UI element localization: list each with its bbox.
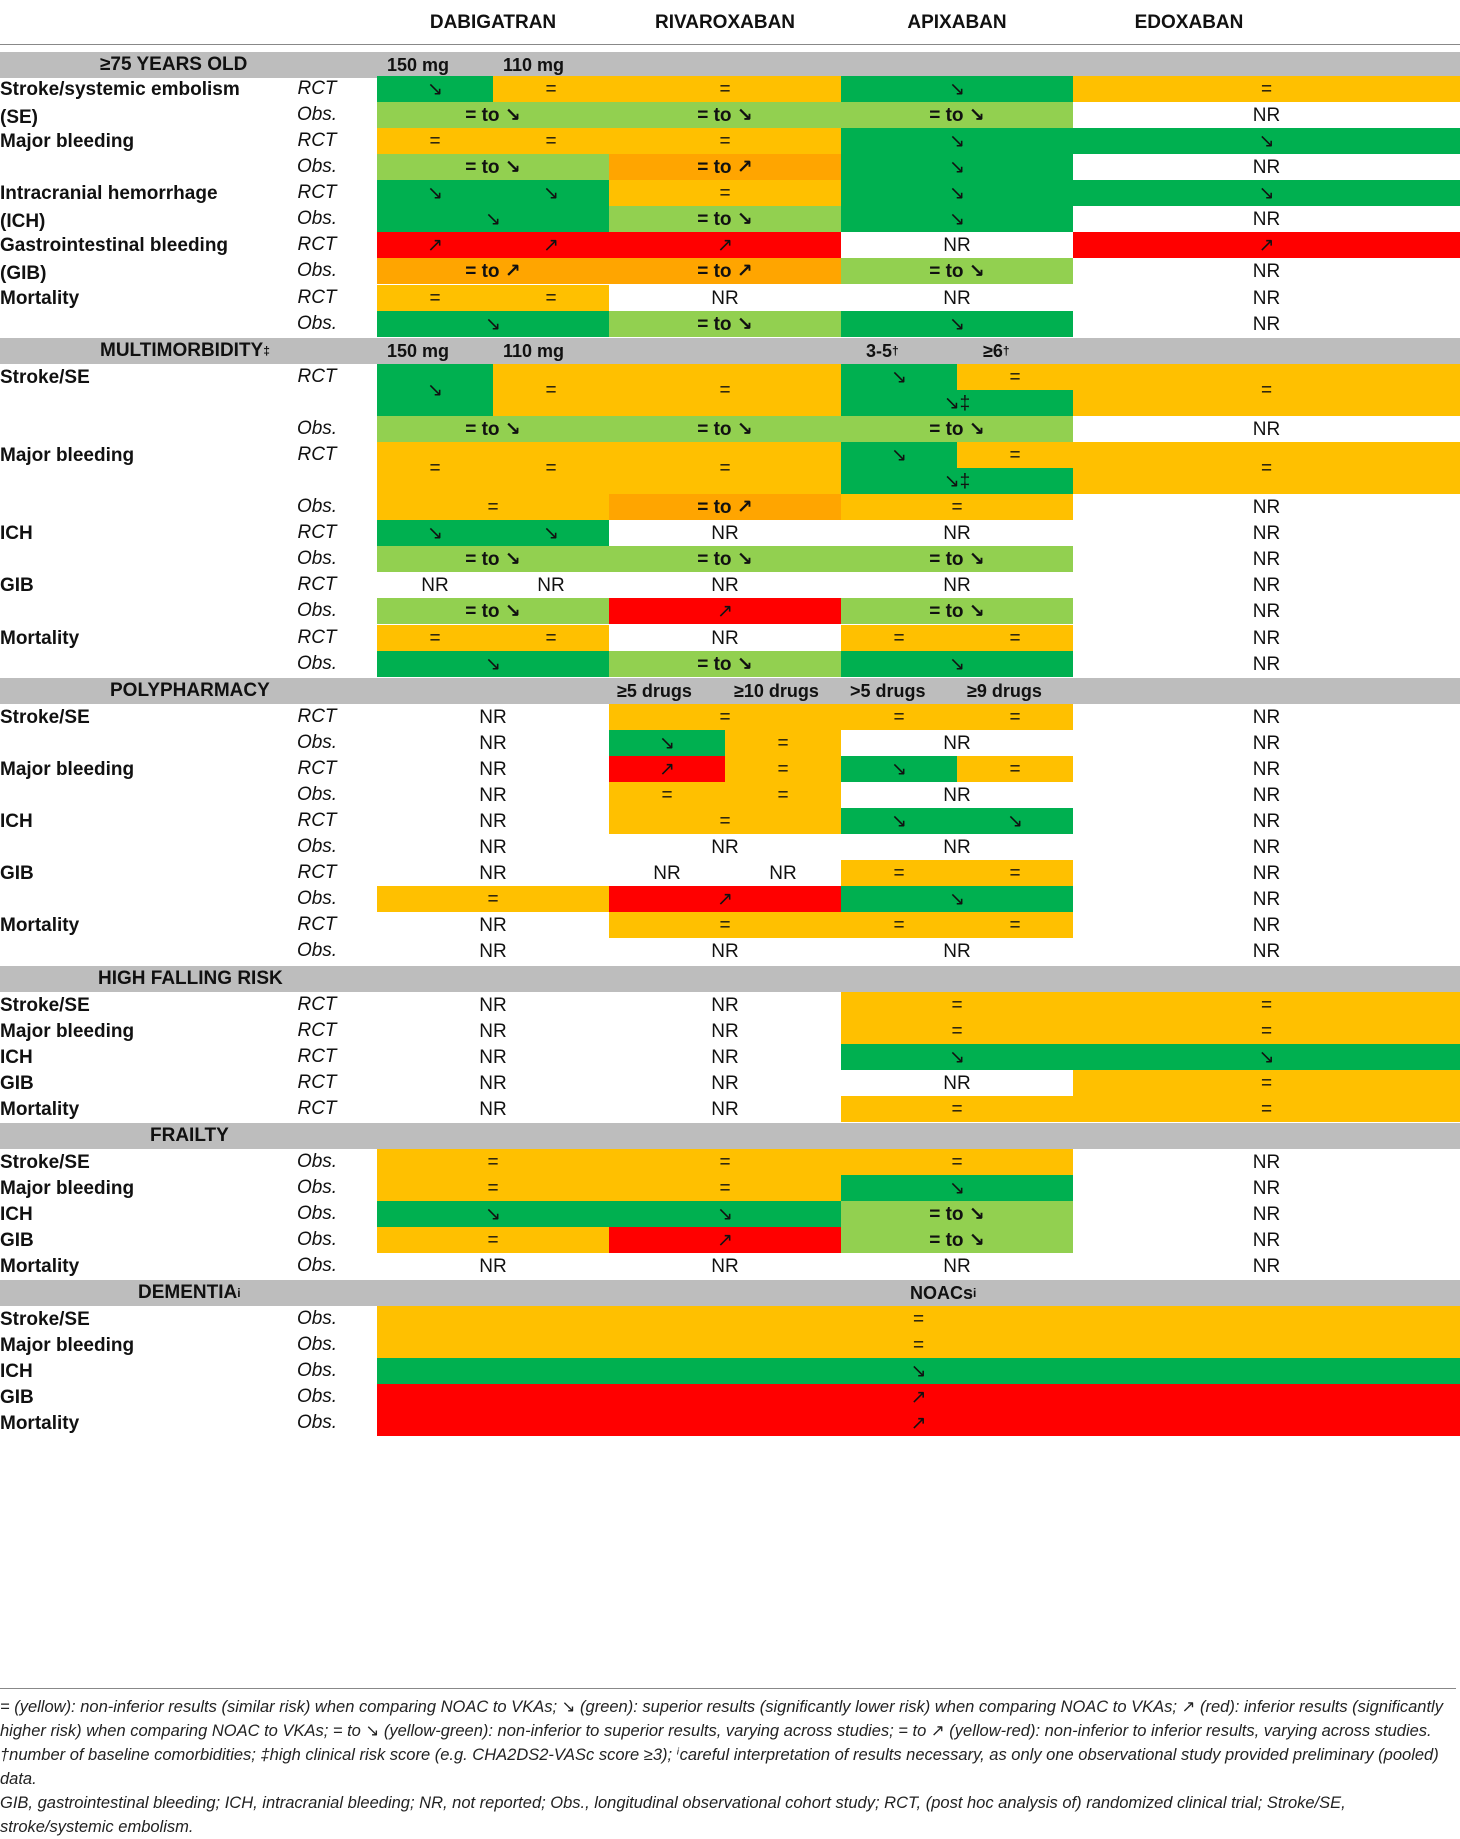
result-cell: = to ↘ <box>609 102 841 128</box>
result-cell: ↗ <box>1073 232 1460 258</box>
result-cell: = <box>609 1149 841 1175</box>
result-cell: = <box>1073 1096 1460 1122</box>
result-cell: NR <box>1252 548 1281 570</box>
result-cell: = <box>841 704 957 730</box>
result-cell: = <box>493 625 609 651</box>
result-cell: ↘ <box>841 1044 1073 1070</box>
column-header-edoxaban: EDOXABAN <box>1134 12 1244 33</box>
subgroup-header: 150 mg <box>387 340 450 361</box>
result-cell: NR <box>1252 758 1281 780</box>
result-cell: = <box>609 180 841 206</box>
study-type-label: Obs. <box>296 418 338 439</box>
result-cell: ↘ <box>841 206 1073 232</box>
result-cell: = <box>841 1096 1073 1122</box>
outcome-label: Stroke/SE <box>0 367 90 388</box>
outcome-label: Mortality <box>0 915 80 936</box>
outcome-label: Stroke/SE <box>0 995 90 1016</box>
result-cell: = to ↗ <box>377 258 609 284</box>
result-cell: = <box>609 782 725 808</box>
study-type-label: Obs. <box>296 104 338 125</box>
merged-header-mark: i <box>973 1286 977 1300</box>
result-cell: NR <box>1252 1229 1281 1251</box>
result-cell: ↗ <box>609 886 841 912</box>
result-cell: ↘ <box>841 180 1073 206</box>
study-type-label: Obs. <box>296 1308 338 1329</box>
result-cell: = <box>841 912 957 938</box>
outcome-label: GIB <box>0 1230 34 1251</box>
result-cell: ↘ <box>841 756 957 782</box>
result-cell: = <box>957 756 1073 782</box>
subgroup-header: >5 drugs <box>850 680 926 701</box>
result-cell: NR <box>1252 260 1281 282</box>
result-cell: = <box>377 442 493 494</box>
study-type-label: Obs. <box>296 888 338 909</box>
result-cell: = <box>957 625 1073 651</box>
study-type-label: Obs. <box>296 1177 338 1198</box>
study-type-label: RCT <box>297 810 337 831</box>
header-rule <box>0 44 1460 45</box>
result-cell: ↘ <box>957 808 1073 834</box>
result-cell: = <box>377 285 493 311</box>
result-cell: = <box>1073 992 1460 1018</box>
result-cell: NR <box>479 1046 507 1068</box>
result-cell: NR <box>1252 784 1281 806</box>
result-cell: NR <box>769 862 797 884</box>
study-type-label: RCT <box>297 234 337 255</box>
result-cell: = <box>609 128 841 154</box>
result-cell: = to ↘ <box>377 598 609 624</box>
result-cell: NR <box>943 1255 971 1277</box>
result-cell: = <box>1073 1070 1460 1096</box>
result-cell: NR <box>1252 914 1281 936</box>
result-cell: = <box>841 992 1073 1018</box>
outcome-label: Stroke/SE <box>0 707 90 728</box>
result-cell: = to ↘ <box>609 311 841 337</box>
result-cell: NR <box>479 732 507 754</box>
result-cell: = to ↘ <box>841 102 1073 128</box>
section-title: MULTIMORBIDITY ‡ <box>100 340 270 361</box>
outcome-label: GIB <box>0 863 34 884</box>
result-cell: = <box>841 1149 1073 1175</box>
result-cell: NR <box>943 732 971 754</box>
result-cell: NR <box>1252 653 1281 675</box>
result-cell: ↘ <box>841 76 1073 102</box>
result-cell: NR <box>711 940 739 962</box>
outcome-label: GIB <box>0 575 34 596</box>
result-cell: NR <box>1252 208 1281 230</box>
section-title: POLYPHARMACY <box>110 680 270 701</box>
result-cell: = <box>609 704 841 730</box>
study-type-label: Obs. <box>296 1360 338 1381</box>
outcome-label: Mortality <box>0 1256 80 1277</box>
column-header-apixaban: APIXABAN <box>907 12 1007 33</box>
outcome-label: ICH <box>0 1361 33 1382</box>
result-cell: ↘ <box>377 364 493 416</box>
study-type-label: Obs. <box>296 496 338 517</box>
study-type-label: RCT <box>297 1046 337 1067</box>
result-cell: NR <box>943 574 971 596</box>
result-cell: ↘ <box>377 206 609 232</box>
result-cell: NR <box>479 1072 507 1094</box>
study-type-label: Obs. <box>296 1412 338 1433</box>
column-header-dabigatran: DABIGATRAN <box>429 12 557 33</box>
outcome-label: ICH <box>0 1047 33 1068</box>
study-type-label: RCT <box>297 758 337 779</box>
result-cell: ↘ <box>841 886 1073 912</box>
result-cell: NR <box>1252 836 1281 858</box>
result-cell: NR <box>421 574 449 596</box>
result-cell: = <box>725 730 841 756</box>
result-cell: ↘‡ <box>841 390 1073 416</box>
study-type-label: Obs. <box>296 653 338 674</box>
study-type-label: RCT <box>297 574 337 595</box>
study-type-label: Obs. <box>296 260 338 281</box>
result-cell: = to ↘ <box>609 206 841 232</box>
subgroup-header: ≥9 drugs <box>967 680 1042 701</box>
result-cell: NR <box>653 862 681 884</box>
result-cell: = <box>493 364 609 416</box>
result-cell: ↗ <box>609 598 841 624</box>
footnote-abbreviations: GIB, gastrointestinal bleeding; ICH, intracranial bleeding; NR, not reported; Obs., longitudinal observational cohort study; RCT, (post hoc analysis of) randomized clinical trial; Stroke/SE, stroke/systemic embolism. <box>0 1794 1346 1836</box>
result-cell: NR <box>1252 313 1281 335</box>
result-cell: ↘‡ <box>841 468 1073 494</box>
subgroup-mark: † <box>1002 344 1010 358</box>
result-cell: ↗ <box>609 756 725 782</box>
result-cell: = <box>493 285 609 311</box>
result-cell: ↘ <box>493 520 609 546</box>
result-cell: ↘ <box>841 154 1073 180</box>
result-cell: = <box>841 494 1073 520</box>
result-cell: = to ↘ <box>841 258 1073 284</box>
study-type-label: Obs. <box>296 940 338 961</box>
subgroup-header: 3-5 † <box>866 340 899 361</box>
result-cell: NR <box>711 522 739 544</box>
result-cell: ↘ <box>841 128 1073 154</box>
result-cell: NR <box>711 574 739 596</box>
result-cell: = to ↘ <box>609 416 841 442</box>
column-header-rivaroxaban: RIVAROXABAN <box>654 12 796 33</box>
result-cell: ↘ <box>377 520 493 546</box>
subgroup-header: 110 mg <box>503 340 565 361</box>
result-cell: NR <box>479 706 507 728</box>
result-cell: = <box>493 76 609 102</box>
study-type-label: RCT <box>297 182 337 203</box>
result-cell: ↗ <box>377 232 493 258</box>
outcome-label: Major bleeding <box>0 131 135 152</box>
footnote-rule <box>0 1688 1456 1689</box>
study-type-label: RCT <box>297 1020 337 1041</box>
study-type-label: Obs. <box>296 1229 338 1250</box>
result-cell: = to ↘ <box>841 598 1073 624</box>
result-cell: NR <box>479 836 507 858</box>
result-cell: ↘ <box>841 311 1073 337</box>
result-cell: NR <box>1252 104 1281 126</box>
study-type-label: RCT <box>297 1072 337 1093</box>
study-type-label: RCT <box>297 78 337 99</box>
result-cell: = <box>957 442 1073 468</box>
result-cell: = <box>377 1175 609 1201</box>
result-cell: = <box>377 1149 609 1175</box>
result-cell: = to ↘ <box>841 1227 1073 1253</box>
result-cell: = <box>377 1332 1460 1358</box>
study-type-label: Obs. <box>296 1334 338 1355</box>
outcome-label: Stroke/SE <box>0 1309 90 1330</box>
result-cell: ↗ <box>609 232 841 258</box>
result-cell: ↘ <box>609 730 725 756</box>
result-cell: = <box>841 1018 1073 1044</box>
result-cell: NR <box>943 234 971 256</box>
footnote-marks: †number of baseline comorbidities; ‡high clinical risk score (e.g. CHA2DS2-VASc score ≥3); ⁱcareful interpretation of results necessary, as only one observational study provided preliminary (pooled) data. <box>0 1746 1439 1788</box>
result-cell: NR <box>479 914 507 936</box>
section-title: DEMENTIA i <box>138 1282 241 1303</box>
study-type-label: RCT <box>297 706 337 727</box>
result-cell: ↘ <box>1073 1044 1460 1070</box>
outcome-label: Major bleeding <box>0 759 135 780</box>
result-cell: NR <box>1252 600 1281 622</box>
result-cell: NR <box>711 1020 739 1042</box>
result-cell: = <box>609 76 841 102</box>
result-cell: NR <box>1252 496 1281 518</box>
result-cell: = to ↗ <box>609 494 841 520</box>
result-cell: = <box>493 128 609 154</box>
outcome-label: ICH <box>0 1204 33 1225</box>
result-cell: NR <box>711 627 739 649</box>
result-cell: = <box>841 625 957 651</box>
result-cell: NR <box>1252 888 1281 910</box>
result-cell: ↘ <box>841 442 957 468</box>
result-cell: NR <box>1252 940 1281 962</box>
study-type-label: Obs. <box>296 1151 338 1172</box>
outcome-label: Major bleeding <box>0 1178 135 1199</box>
result-cell: = to ↘ <box>377 546 609 572</box>
result-cell: = <box>957 704 1073 730</box>
study-type-label: RCT <box>297 522 337 543</box>
subgroup-header: 150 mg <box>387 54 450 75</box>
outcome-label: Major bleeding <box>0 1021 135 1042</box>
result-cell: NR <box>479 1098 507 1120</box>
result-cell: ↘ <box>609 1201 841 1227</box>
section-title-mark: i <box>237 1286 241 1300</box>
section-title: ≥75 YEARS OLD <box>100 54 248 75</box>
result-cell: NR <box>479 940 507 962</box>
section-title: HIGH FALLING RISK <box>98 968 283 989</box>
result-cell: NR <box>1252 156 1281 178</box>
study-type-label: RCT <box>297 366 337 387</box>
study-type-label: RCT <box>297 914 337 935</box>
result-cell: ↘ <box>841 808 957 834</box>
result-cell: NR <box>1252 287 1281 309</box>
study-type-label: Obs. <box>296 600 338 621</box>
result-cell: = <box>725 782 841 808</box>
result-cell: = to ↘ <box>377 154 609 180</box>
result-cell: NR <box>1252 574 1281 596</box>
study-type-label: Obs. <box>296 836 338 857</box>
result-cell: NR <box>711 287 739 309</box>
result-cell: NR <box>479 994 507 1016</box>
result-cell: = <box>957 912 1073 938</box>
result-cell: ↘ <box>493 180 609 206</box>
study-type-label: RCT <box>297 444 337 465</box>
result-cell: NR <box>711 1072 739 1094</box>
result-cell: NR <box>711 994 739 1016</box>
result-cell: = to ↘ <box>609 651 841 677</box>
table-footnote <box>0 1688 1456 1839</box>
subgroup-header: ≥6 † <box>983 340 1010 361</box>
outcome-label: GIB <box>0 1073 34 1094</box>
result-cell: NR <box>943 784 971 806</box>
subgroup-header: ≥5 drugs <box>617 680 692 701</box>
result-cell: ↘ <box>841 651 1073 677</box>
result-cell: ↘ <box>377 180 493 206</box>
study-type-label: RCT <box>297 287 337 308</box>
result-cell: ↘ <box>377 651 609 677</box>
outcome-label: ICH <box>0 811 33 832</box>
result-cell: NR <box>479 810 507 832</box>
study-type-label: Obs. <box>296 548 338 569</box>
result-cell: NR <box>943 287 971 309</box>
result-cell: = <box>841 860 957 886</box>
result-cell: = <box>377 886 609 912</box>
result-cell: NR <box>711 836 739 858</box>
result-cell: = to ↘ <box>377 416 609 442</box>
result-cell: NR <box>1252 418 1281 440</box>
outcome-label: Mortality <box>0 1413 80 1434</box>
result-cell: ↘ <box>377 1358 1460 1384</box>
result-cell: NR <box>1252 522 1281 544</box>
study-type-label: RCT <box>297 1098 337 1119</box>
study-type-label: Obs. <box>296 784 338 805</box>
result-cell: NR <box>1252 706 1281 728</box>
result-cell: = to ↗ <box>609 154 841 180</box>
result-cell: ↘ <box>377 76 493 102</box>
study-type-label: Obs. <box>296 313 338 334</box>
result-cell: NR <box>1252 862 1281 884</box>
result-cell: NR <box>479 758 507 780</box>
study-type-label: Obs. <box>296 1386 338 1407</box>
outcome-label: Major bleeding <box>0 1335 135 1356</box>
footnote-legend: = (yellow): non-inferior results (similar risk) when comparing NOAC to VKAs; ↘ (green): superior results (significantly lower risk) when comparing NOAC to VKAs; ↗ (red): inferior results (significantly higher risk) when comparing NOAC to VKAs; = to ↘ (yellow-green): non-inferior to superior results, varying across studies; = to ↗ (yellow-red): non-inferior to inferior results, varying across studies. <box>0 1698 1443 1740</box>
result-cell: = <box>725 756 841 782</box>
study-type-label: Obs. <box>296 1255 338 1276</box>
outcome-label: Gastrointestinal bleeding (GIB) <box>0 235 229 284</box>
result-cell: NR <box>1252 1151 1281 1173</box>
section-title-mark: ‡ <box>263 344 270 358</box>
result-cell: = <box>609 808 841 834</box>
result-cell: = <box>957 364 1073 390</box>
result-cell: ↘ <box>841 1175 1073 1201</box>
result-cell: NR <box>537 574 565 596</box>
result-cell: ↗ <box>493 232 609 258</box>
result-cell: NR <box>479 862 507 884</box>
result-cell: NR <box>943 836 971 858</box>
study-type-label: Obs. <box>296 732 338 753</box>
result-cell: NR <box>711 1255 739 1277</box>
result-cell: NR <box>1252 810 1281 832</box>
result-cell: = <box>609 1175 841 1201</box>
result-cell: NR <box>1252 1255 1281 1277</box>
result-cell: ↘ <box>841 364 957 390</box>
study-type-label: Obs. <box>296 156 338 177</box>
result-cell: = to ↗ <box>609 258 841 284</box>
result-cell: = <box>1073 442 1460 494</box>
result-cell: NR <box>711 1046 739 1068</box>
result-cell: NR <box>479 1020 507 1042</box>
result-cell: = <box>377 625 493 651</box>
result-cell: ↗ <box>377 1410 1460 1436</box>
result-cell: NR <box>943 1072 971 1094</box>
outcome-label: GIB <box>0 1387 34 1408</box>
result-cell: NR <box>943 522 971 544</box>
result-cell: = <box>1073 76 1460 102</box>
result-cell: = to ↘ <box>841 546 1073 572</box>
result-cell: = <box>377 494 609 520</box>
outcome-label: Major bleeding <box>0 445 135 466</box>
result-cell: NR <box>1252 1203 1281 1225</box>
result-cell: ↘ <box>377 1201 609 1227</box>
result-cell: = <box>609 442 841 494</box>
result-cell: = <box>377 1306 1460 1332</box>
study-type-label: RCT <box>297 862 337 883</box>
result-cell: = to ↘ <box>377 102 609 128</box>
subgroup-header: 110 mg <box>503 54 565 75</box>
result-cell: NR <box>1252 627 1281 649</box>
result-cell: NR <box>479 784 507 806</box>
outcome-label: Intracranial hemorrhage (ICH) <box>0 183 218 232</box>
study-type-label: RCT <box>297 994 337 1015</box>
outcome-label: Mortality <box>0 1099 80 1120</box>
result-cell: = <box>1073 1018 1460 1044</box>
subgroup-header: ≥10 drugs <box>734 680 819 701</box>
result-cell: NR <box>1252 1177 1281 1199</box>
outcome-label: Mortality <box>0 628 80 649</box>
result-cell: NR <box>711 1098 739 1120</box>
result-cell: = <box>493 442 609 494</box>
result-cell: ↗ <box>609 1227 841 1253</box>
result-cell: = to ↘ <box>609 546 841 572</box>
result-cell: NR <box>1252 732 1281 754</box>
result-cell: = <box>377 1227 609 1253</box>
result-cell: ↘ <box>377 311 609 337</box>
study-type-label: Obs. <box>296 208 338 229</box>
result-cell: NR <box>479 1255 507 1277</box>
study-type-label: RCT <box>297 627 337 648</box>
result-cell: = to ↘ <box>841 416 1073 442</box>
result-cell: NR <box>943 940 971 962</box>
outcome-label: Stroke/SE <box>0 1152 90 1173</box>
result-cell: = <box>609 912 841 938</box>
result-cell: = <box>377 128 493 154</box>
subgroup-mark: † <box>892 344 899 358</box>
result-cell: = <box>1073 364 1460 416</box>
study-type-label: Obs. <box>296 1203 338 1224</box>
result-cell: = <box>957 860 1073 886</box>
result-cell: ↗ <box>377 1384 1460 1410</box>
result-cell: = <box>609 364 841 416</box>
result-cell: = to ↘ <box>841 1201 1073 1227</box>
merged-header-noacs: NOACs i <box>910 1282 977 1303</box>
result-cell: ↘ <box>1073 180 1460 206</box>
outcome-label: ICH <box>0 523 33 544</box>
study-type-label: RCT <box>297 130 337 151</box>
result-cell: ↘ <box>1073 128 1460 154</box>
outcome-label: Mortality <box>0 288 80 309</box>
outcome-label: Stroke/systemic embolism (SE) <box>0 79 240 128</box>
section-title: FRAILTY <box>150 1125 229 1146</box>
